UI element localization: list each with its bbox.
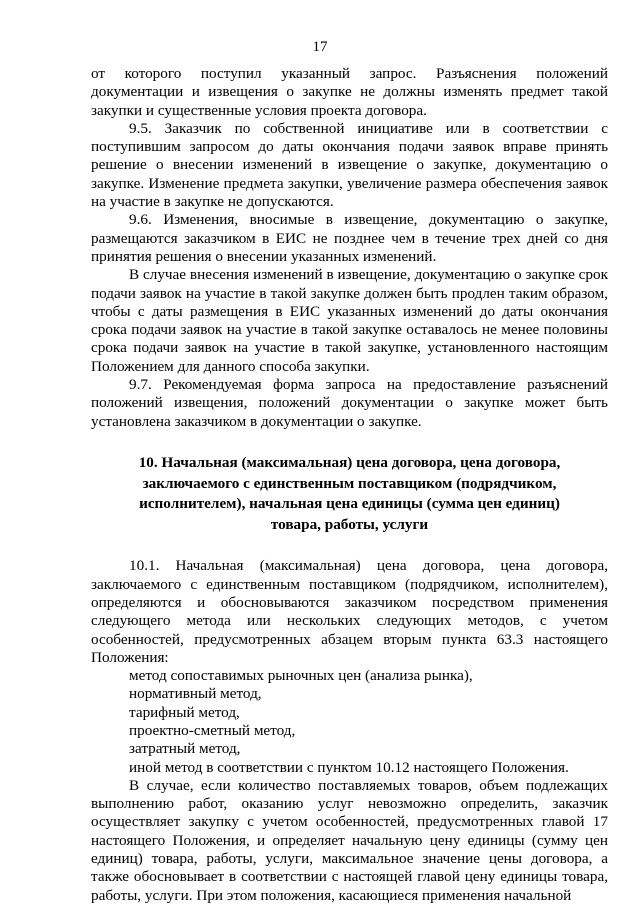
paragraph-9-6: 9.6. Изменения, вносимые в извещение, документацию о закупке, размещаются заказчиком в ЕИС не позднее чем в течение трех дней со дня принятия решения о внесении указанных изменений. (91, 211, 608, 265)
method-item-normative: нормативный метод, (129, 685, 262, 703)
page-number: 17 (312, 39, 328, 55)
method-item-other: иной метод в соответствии с пунктом 10.12 настоящего Положения. (129, 758, 569, 776)
paragraph-continuation: от которого поступил указанный запрос. Разъяснения положений документации и извещения о закупке не должны изменять предмет такой закупки и существенные условия проекта договора. (91, 65, 608, 119)
method-item-tariff: тарифный метод, (129, 703, 240, 721)
paragraph-9-7: 9.7. Рекомендуемая форма запроса на предоставление разъяснений положений извещения, положений документации о закупке может быть установлена заказчиком в документации о закупке. (91, 376, 608, 430)
method-item-design-estimate: проектно-сметный метод, (129, 721, 296, 739)
paragraph-unit-price: В случае, если количество поставляемых товаров, объем подлежащих выполнению работ, оказанию услуг невозможно определить, заказчик осуществляет закупку с учетом особенностей, предусмотренных главой 17 настоящего Положения, и определяет начальную цену единицы (сумму цен единиц) товара, работы, услуги, максимальное значение цены договора, а также обосновывает в соответствии с настоящей главой цену единицы товара, работы, услуги. При этом положения, касающиеся применения начальной (91, 776, 608, 904)
paragraph-10-1: 10.1. Начальная (максимальная) цена договора, цена договора, заключаемого с единственным поставщиком (подрядчиком, исполнителем), определяются и обосновываются заказчиком посредством применения следующего метода или нескольких следующих методов, с учетом особенностей, предусмотренных абзацем вторым пункта 63.3 настоящего Положения: (91, 557, 608, 666)
page-content (91, 65, 608, 905)
paragraph-9-5: 9.5. Заказчик по собственной инициативе или в соответствии с поступившим запросом до даты окончания подачи заявок вправе принять решение о внесении изменений в извещение о закупке, документацию о закупке. Изменение предмета закупки, увеличение размера обеспечения заявок на участие в закупке не допускаются. (91, 119, 608, 211)
section-10-heading: 10. Начальная (максимальная) цена договора, цена договора, заключаемого с единственным поставщиком (подрядчиком, исполнителем), начальная цена единицы (сумма цен единиц) товара, работы, услуги (138, 453, 561, 533)
method-item-cost: затратный метод, (129, 740, 241, 758)
pricing-methods-list (91, 667, 608, 777)
paragraph-9-6-extension: В случае внесения изменений в извещение, документацию о закупке срок подачи заявок на участие в такой закупке должен быть продлен таким образом, чтобы с даты размещения в ЕИС указанных изменений до даты окончания срока подачи заявок на участие в такой закупке оставалось не менее половины срока подачи заявок на участие в такой закупке, установленного настоящим Положением для данного способа закупки. (91, 266, 608, 375)
method-item-market: метод сопоставимых рыночных цен (анализа рынка), (129, 667, 473, 685)
